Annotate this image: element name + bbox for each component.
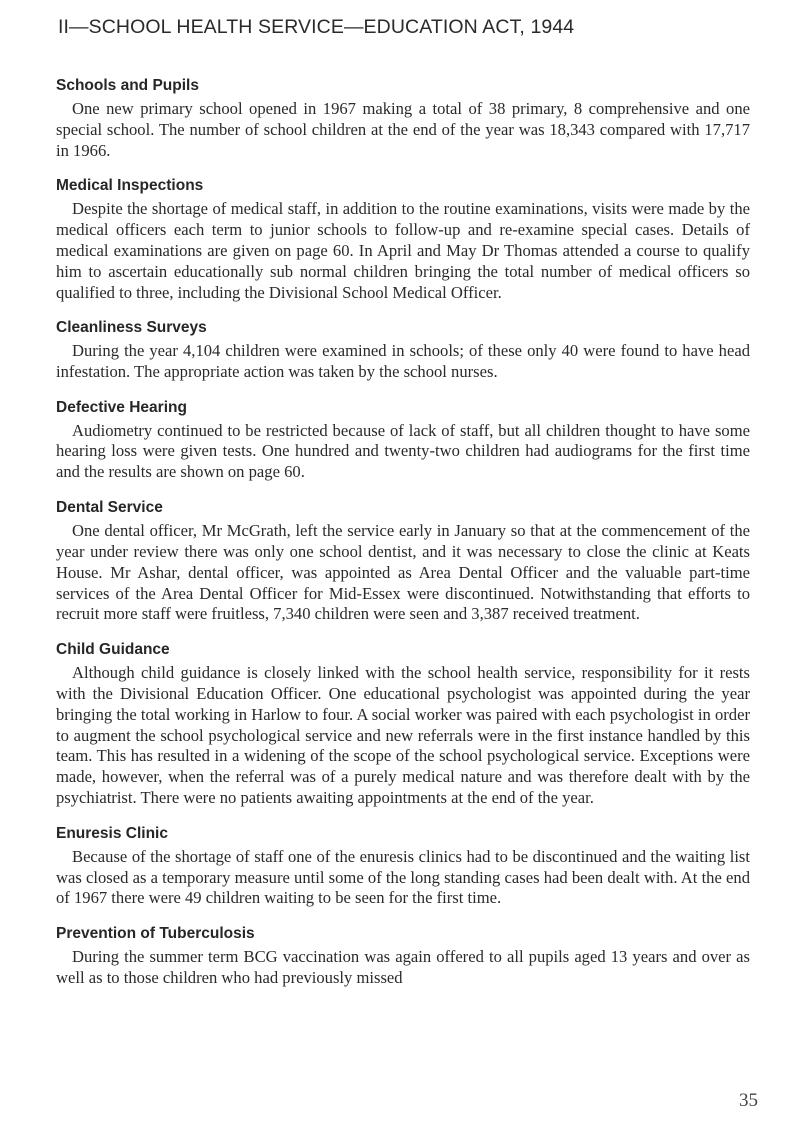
section-heading: Child Guidance [56,640,170,658]
section-child-guidance [56,640,750,809]
page-title: II—SCHOOL HEALTH SERVICE—EDUCATION ACT, 1944 [58,16,575,38]
section-heading: Schools and Pupils [56,77,199,94]
section-enuresis-clinic [56,824,750,910]
section-defective-hearing [56,398,750,484]
section-paragraph: Despite the shortage of medical staff, in addition to the routine examinations, visits were made by the medical officers each term to junior schools to follow-up and re-examine special cases. Details of medical examinations are given on page 60. In April and May Dr Thomas attended a course to qualify him to ascertain educationally sub normal children bringing the total number of medical officers so qualified to three, including the Divisional School Medical Officer. [56,199,750,302]
section-heading: Dental Service [56,498,163,516]
section-dental-service [56,498,750,626]
section-paragraph: One dental officer, Mr McGrath, left the service early in January so that at the commencement of the year under review there was only one school dentist, and it was necessary to close the clinic at Keats House. Mr Ashar, dental officer, was appointed as Area Dental Officer and the valuable part-time services of the Area Dental Officer for Mid-Essex were discontinued. Notwithstanding that efforts to recruit more staff were fruitless, 7,340 children were seen and 3,387 received treatment. [56,520,750,624]
section-prevention-of-tuberculosis [56,924,750,989]
section-schools-and-pupils [56,76,750,162]
section-paragraph: During the summer term BCG vaccination was again offered to all pupils aged 13 years and over as well as to those children who had previously missed [56,946,750,987]
page-number: 35 [739,1090,758,1111]
section-heading: Cleanliness Surveys [56,319,207,337]
section-heading: Prevention of Tuberculosis [56,924,255,942]
section-paragraph: During the year 4,104 children were examined in schools; of these only 40 were found to have head infestation. The appropriate action was taken by the school nurses. [56,341,750,382]
section-heading: Enuresis Clinic [56,824,168,842]
section-cleanliness-surveys [56,318,750,383]
section-paragraph: One new primary school opened in 1967 making a total of 38 primary, 8 comprehensive and one special school. The number of school children at the end of the year was 18,343 compared with 17,717 in 1966. [56,99,750,160]
section-paragraph: Because of the shortage of staff one of the enuresis clinics had to be discontinued and the waiting list was closed as a temporary measure until some of the long standing cases had been dealt with. At the end of 1967 there were 49 children waiting to be seen for the first time. [56,846,750,908]
section-paragraph: Although child guidance is closely linked with the school health service, responsibility for it rests with the Divisional Education Officer. One educational psychologist was appointed during the year bringing the total working in Harlow to four. A social worker was paired with each psychologist in order to augment the school psychological service and new referrals were in the first instance handled by this team. This has resulted in a widening of the scope of the school psychological service. Exceptions were made, however, when the referral was of a purely medical nature and was therefore dealt with by the psychiatrist. There were no patients awaiting appointments at the end of the year. [56,662,750,808]
section-paragraph: Audiometry continued to be restricted because of lack of staff, but all children thought to have some hearing loss were given tests. One hundred and twenty-two children had audiograms for the first time and the results are shown on page 60. [56,420,750,482]
section-heading: Defective Hearing [56,398,187,416]
section-medical-inspections [56,176,750,304]
page-content [56,76,750,1003]
section-heading: Medical Inspections [56,177,204,195]
